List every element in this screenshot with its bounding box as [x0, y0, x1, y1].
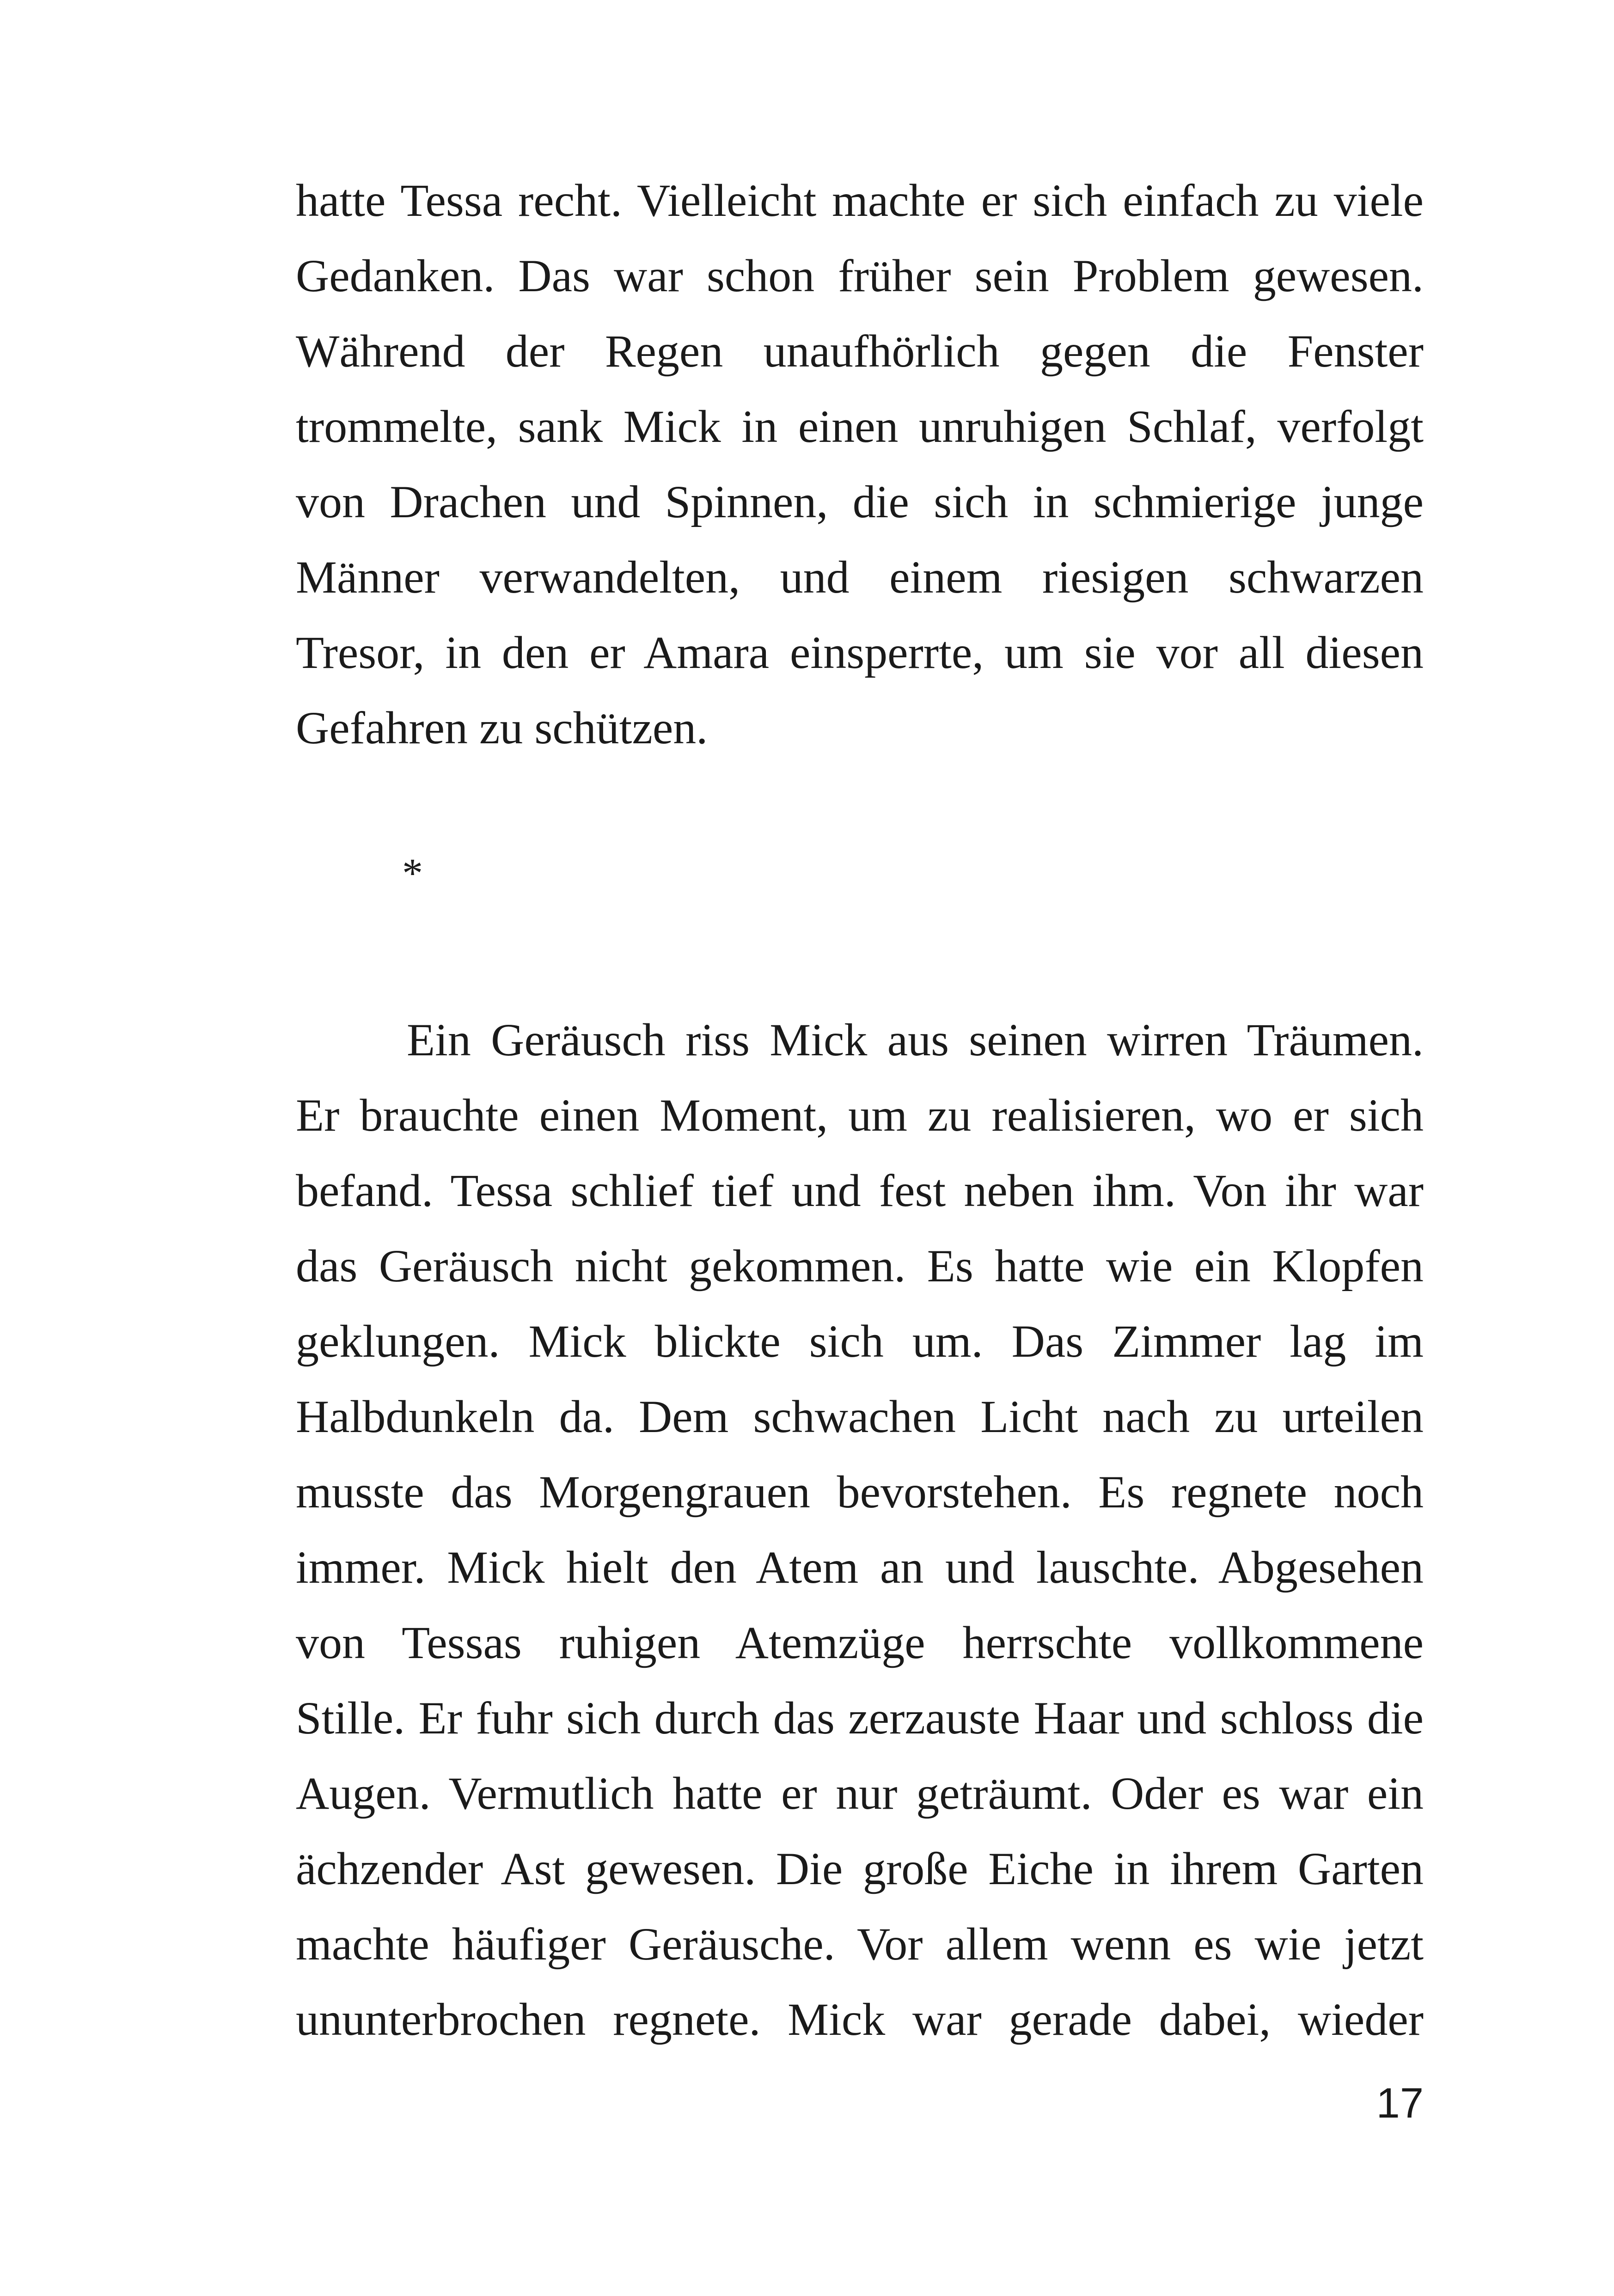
text-line: ununterbrochen regnete. Mick war gerade dabei, wieder	[296, 1994, 1424, 2045]
text-line: trommelte, sank Mick in einen unruhigen Schlaf, verfolgt	[296, 401, 1424, 452]
text-line: hatte Tessa recht. Vielleicht machte er sich einfach zu viele	[296, 175, 1424, 226]
section-separator: *	[402, 851, 423, 896]
text-line: machte häufiger Geräusche. Vor allem wenn es wie jetzt	[296, 1918, 1424, 1970]
text-line: Ein Geräusch riss Mick aus seinen wirren Träumen.	[407, 1014, 1424, 1065]
text-line: das Geräusch nicht gekommen. Es hatte wie ein Klopfen	[296, 1240, 1424, 1292]
page-number: 17	[1376, 2080, 1424, 2127]
text-line: Augen. Vermutlich hatte er nur geträumt. Oder es war ein	[296, 1768, 1424, 1819]
text-line: von Drachen und Spinnen, die sich in schmierige junge	[296, 476, 1424, 527]
text-line: Tresor, in den er Amara einsperrte, um sie vor all diesen	[296, 627, 1424, 678]
text-line: Er brauchte einen Moment, um zu realisieren, wo er sich	[296, 1090, 1424, 1141]
text-line: geklungen. Mick blickte sich um. Das Zimmer lag im	[296, 1316, 1424, 1367]
text-line: ächzender Ast gewesen. Die große Eiche in ihrem Garten	[296, 1843, 1424, 1894]
paragraph-1	[296, 163, 1424, 765]
text-line: musste das Morgengrauen bevorstehen. Es regnete noch	[296, 1466, 1424, 1518]
text-line: von Tessas ruhigen Atemzüge herrschte vollkommene	[296, 1617, 1424, 1668]
text-line: befand. Tessa schlief tief und fest neben ihm. Von ihr war	[296, 1165, 1424, 1216]
text-line: immer. Mick hielt den Atem an und lauschte. Abgesehen	[296, 1542, 1424, 1593]
text-line: Gefahren zu schützen.	[296, 702, 708, 753]
text-line: Männer verwandelten, und einem riesigen schwarzen	[296, 551, 1424, 603]
text-line: Stille. Er fuhr sich durch das zerzauste Haar und schloss die	[296, 1692, 1424, 1744]
text-line: Halbdunkeln da. Dem schwachen Licht nach zu urteilen	[296, 1391, 1424, 1442]
text-line: Gedanken. Das war schon früher sein Problem gewesen.	[296, 250, 1424, 301]
paragraph-2	[296, 1002, 1424, 2057]
text-line: Während der Regen unaufhörlich gegen die Fenster	[296, 325, 1424, 377]
